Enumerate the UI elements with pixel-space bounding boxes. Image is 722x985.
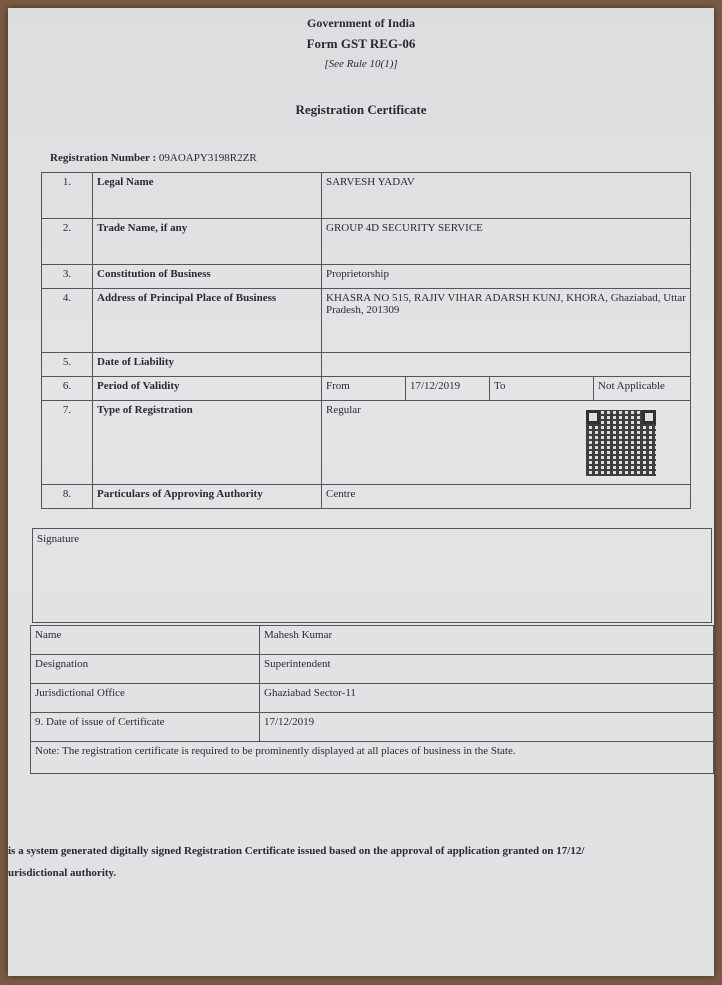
notice-line-2: urisdictional authority. xyxy=(8,867,117,879)
designation-label: Designation xyxy=(31,655,260,684)
jurisdictional-office-value: Ghaziabad Sector-11 xyxy=(260,684,714,713)
table-row xyxy=(42,485,691,509)
table-row xyxy=(42,265,691,289)
table-row xyxy=(31,713,714,742)
display-note: Note: The registration certificate is required to be prominently displayed at all places of business in the State. xyxy=(31,742,714,774)
validity-label: Period of Validity xyxy=(93,377,322,401)
row-number: 3. xyxy=(42,265,93,289)
registration-type-cell xyxy=(322,401,691,485)
row-number: 6. xyxy=(42,377,93,401)
trade-name-value: GROUP 4D SECURITY SERVICE xyxy=(322,219,691,265)
row-number: 7. xyxy=(42,401,93,485)
row-number: 2. xyxy=(42,219,93,265)
row-number: 1. xyxy=(42,173,93,219)
table-row xyxy=(42,401,691,485)
table-row xyxy=(31,742,714,774)
row-number: 8. xyxy=(42,485,93,509)
registration-type-value: Regular xyxy=(326,404,361,416)
notice-line-1: is a system generated digitally signed Registration Certificate issued based on the approval of application granted on 17/12/ xyxy=(8,845,585,857)
table-row xyxy=(42,219,691,265)
government-heading: Government of India xyxy=(307,16,415,30)
legal-name-value: SARVESH YADAV xyxy=(322,173,691,219)
liability-value xyxy=(322,353,691,377)
validity-to-value: Not Applicable xyxy=(594,377,691,401)
trade-name-label: Trade Name, if any xyxy=(93,219,322,265)
validity-to-label: To xyxy=(490,377,594,401)
issue-date-value: 17/12/2019 xyxy=(260,713,714,742)
legal-name-label: Legal Name xyxy=(93,173,322,219)
authority-value: Centre xyxy=(322,485,691,509)
registration-type-label: Type of Registration xyxy=(93,401,322,485)
address-label: Address of Principal Place of Business xyxy=(93,289,322,353)
system-generated-notice xyxy=(8,840,714,884)
authority-label: Particulars of Approving Authority xyxy=(93,485,322,509)
rule-reference: [See Rule 10(1)] xyxy=(324,58,398,70)
liability-label: Date of Liability xyxy=(93,353,322,377)
constitution-label: Constitution of Business xyxy=(93,265,322,289)
form-title: Form GST REG-06 xyxy=(306,36,416,51)
certificate-page xyxy=(8,8,714,976)
address-value: KHASRA NO 515, RAJIV VIHAR ADARSH KUNJ, KHORA, Ghaziabad, Uttar Pradesh, 201309 xyxy=(322,289,691,353)
signature-box xyxy=(32,528,712,623)
row-number: 5. xyxy=(42,353,93,377)
designation-value: Superintendent xyxy=(260,655,714,684)
row-number: 4. xyxy=(42,289,93,353)
jurisdictional-office-label: Jurisdictional Office xyxy=(31,684,260,713)
registration-number-label: Registration Number : xyxy=(50,152,157,164)
officer-name-value: Mahesh Kumar xyxy=(260,626,714,655)
certificate-title: Registration Certificate xyxy=(295,102,427,117)
qr-code-icon xyxy=(586,410,656,476)
constitution-value: Proprietorship xyxy=(322,265,691,289)
table-row xyxy=(31,655,714,684)
table-row xyxy=(42,377,691,401)
table-row xyxy=(31,626,714,655)
issue-date-label: 9. Date of issue of Certificate xyxy=(31,713,260,742)
officer-name-label: Name xyxy=(31,626,260,655)
table-row xyxy=(42,173,691,219)
registration-number: 09AOAPY3198R2ZR xyxy=(158,152,257,164)
table-row xyxy=(42,353,691,377)
signature-label: Signature xyxy=(37,533,80,545)
validity-from-label: From xyxy=(322,377,406,401)
table-row xyxy=(31,684,714,713)
registration-number-line xyxy=(50,152,257,164)
officer-table xyxy=(30,625,714,774)
table-row xyxy=(42,289,691,353)
validity-from-date: 17/12/2019 xyxy=(406,377,490,401)
details-table xyxy=(41,172,691,509)
